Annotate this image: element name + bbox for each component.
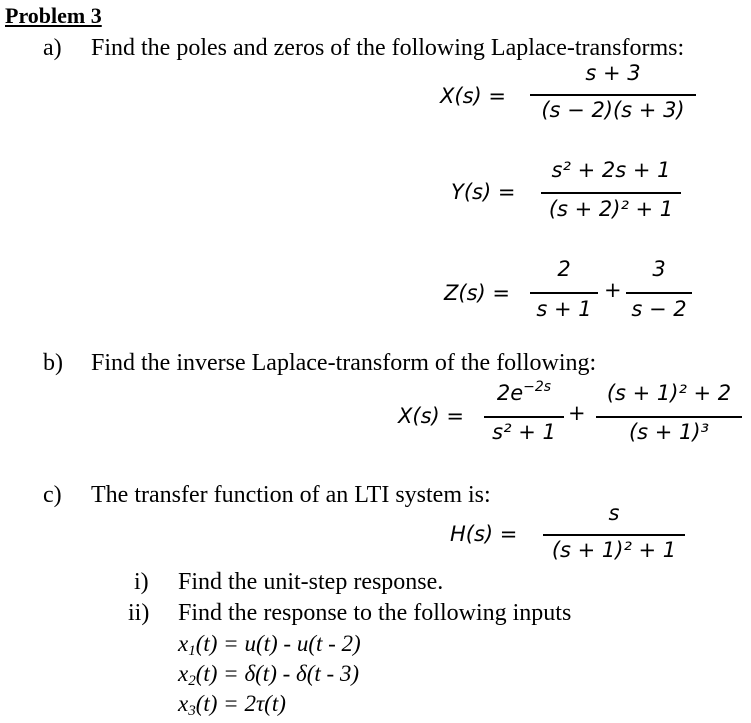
eq-b-term2-denominator: (s + 1)³ bbox=[628, 420, 710, 444]
eq-h-numerator: s bbox=[608, 501, 620, 525]
eq-z-term1-denominator: s + 1 bbox=[536, 297, 592, 321]
input-x3: $x_3(t) = 2\tau(t)$ bbox=[178, 691, 286, 719]
eq-z-term2-numerator: 3 bbox=[652, 257, 666, 281]
part-b-text: Find the inverse Laplace-transform of the following: bbox=[91, 350, 597, 376]
eq-y-fraction-bar bbox=[541, 192, 681, 194]
sub-i-text: Find the unit-step response. bbox=[178, 569, 444, 595]
eq-b-term2-numerator: (s + 1)² + 2 bbox=[606, 381, 732, 405]
eq-y-lhs: Y(s) = bbox=[451, 180, 516, 204]
eq-z-term1-bar bbox=[530, 292, 598, 294]
eq-h-fraction-bar bbox=[543, 534, 685, 536]
part-b-label: b) bbox=[43, 350, 63, 376]
part-c-text: The transfer function of an LTI system is: bbox=[91, 482, 491, 508]
eq-z-term2-bar bbox=[626, 292, 692, 294]
sub-ii-text: Find the response to the following inputs bbox=[178, 600, 572, 626]
eq-b-term2-bar bbox=[596, 416, 742, 418]
sub-ii-label: ii) bbox=[128, 600, 150, 626]
problem-title: Problem 3 bbox=[5, 3, 102, 28]
input-x1: $x_1(t) = u(t) - u(t - 2)$ bbox=[178, 631, 361, 659]
eq-z-term1-numerator: 2 bbox=[557, 257, 571, 281]
eq-b-term1-numerator: $2e^{-2s}$ bbox=[496, 379, 552, 405]
eq-z-lhs: Z(s) = bbox=[444, 281, 510, 305]
eq-x-numerator: s + 3 bbox=[585, 61, 641, 85]
eq-x-fraction-bar bbox=[530, 94, 696, 96]
eq-b-lhs: X(s) = bbox=[398, 404, 464, 428]
input-x2: $x_2(t) = \delta(t) - \delta(t - 3)$ bbox=[178, 661, 360, 689]
eq-b-term1-exponent: −2s bbox=[523, 379, 552, 395]
eq-z-term2-denominator: s − 2 bbox=[631, 297, 687, 321]
eq-b-term1-bar bbox=[484, 416, 564, 418]
eq-z-plus: + bbox=[604, 278, 622, 302]
eq-b-plus: + bbox=[568, 401, 586, 425]
eq-b-term1-denominator: s² + 1 bbox=[492, 420, 556, 444]
part-a-label: a) bbox=[43, 35, 62, 61]
part-a-text: Find the poles and zeros of the following Laplace-transforms: bbox=[91, 35, 685, 61]
eq-y-denominator: (s + 2)² + 1 bbox=[548, 197, 674, 221]
eq-h-lhs: H(s) = bbox=[450, 522, 518, 546]
sub-i-label: i) bbox=[134, 569, 149, 595]
eq-x-denominator: (s − 2)(s + 3) bbox=[541, 98, 685, 122]
eq-x-lhs: X(s) = bbox=[440, 84, 506, 108]
eq-h-denominator: (s + 1)² + 1 bbox=[551, 538, 677, 562]
eq-y-numerator: s² + 2s + 1 bbox=[551, 158, 671, 182]
part-c-label: c) bbox=[43, 482, 62, 508]
